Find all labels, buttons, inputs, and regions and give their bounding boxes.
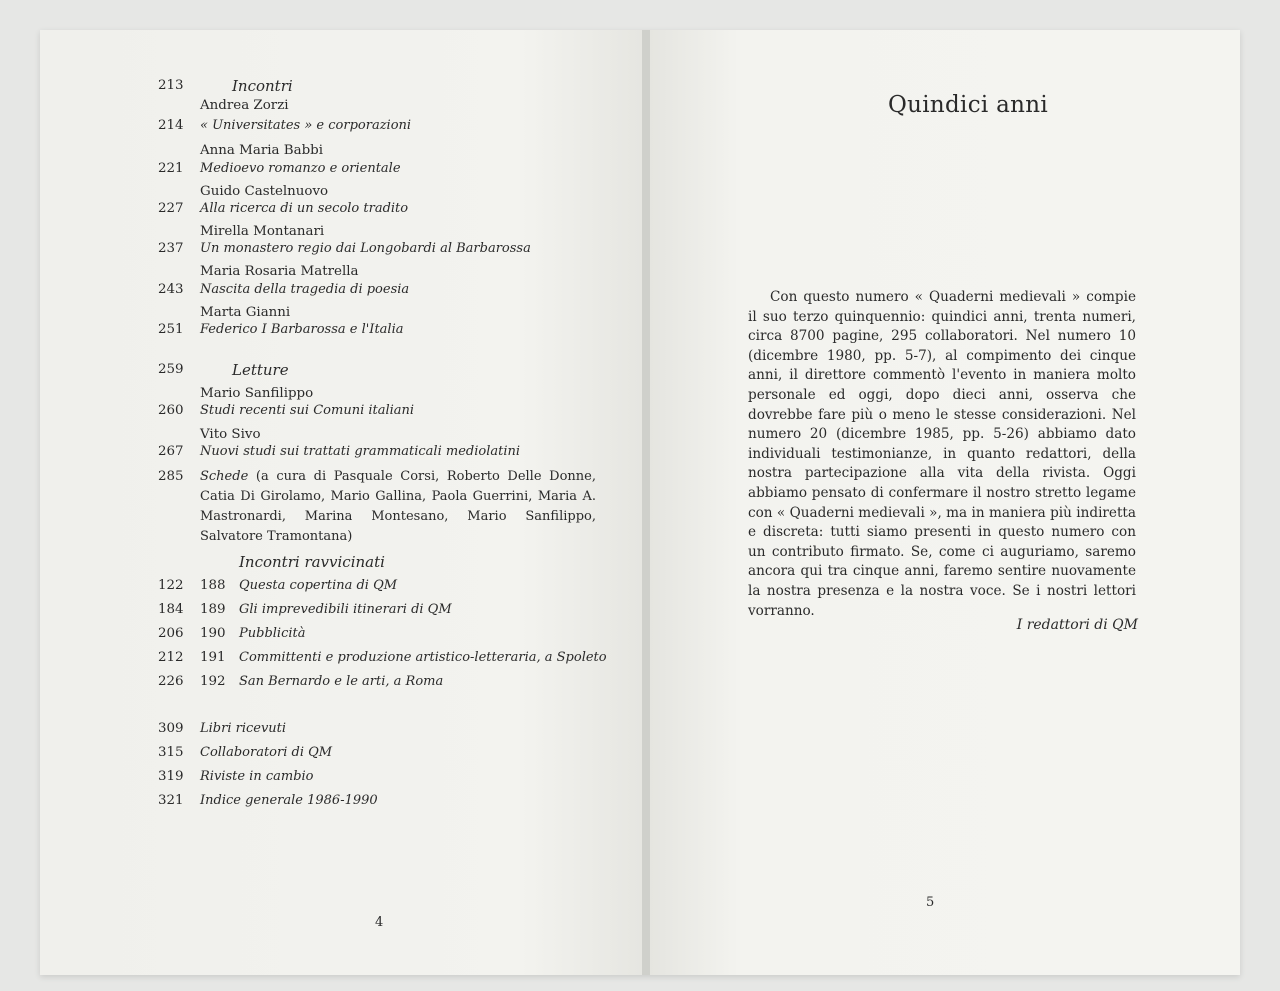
entry-title: Nuovi studi sui trattati grammaticali mediolatini (200, 444, 521, 459)
section-heading: Incontri ravvicinati (239, 553, 385, 571)
author-name: Mirella Montanari (200, 224, 325, 239)
page-number: 189 (200, 602, 226, 617)
page-title: Quindici anni (888, 92, 1049, 118)
entry-title: Alla ricerca di un secolo tradito (200, 201, 409, 216)
entry-title: « Universitates » e corporazioni (200, 118, 412, 133)
signature: I redattori di QM (1016, 617, 1138, 633)
page-number: 237 (158, 241, 184, 256)
ref-number: 226 (158, 674, 184, 689)
entry-title: San Bernardo e le arti, a Roma (239, 674, 444, 689)
editorial-text: Con questo numero « Quaderni medievali » compie il suo terzo quinquennio: quindici anni, trenta numeri, circa 8700 pagine, 295 collaboratori. Nel numero 10 (dicembre 1980, pp. 5-7), al compimento dei cinque anni, il direttore commentò l'evento in maniera molto personale ed oggi, dopo dieci anni, osserva che dovrebbe fare più o meno le stesse considerazioni. Nel numero 20 (dicembre 1985, pp. 5-26) abbiamo dato individuali testimonianze, in quanto redattori, della nostra partecipazione alla vita della rivista. Oggi abbiamo pensato di confermare il nostro stretto legame con « Quaderni medievali », ma in maniera più indiretta e discreta: tutti siamo presenti in questo numero con un contributo firmato. Se, come ci auguriamo, saremo ancora qui tra cinque anni, faremo sentire nuovamente la nostra presenza e la nostra voce. Se i nostri lettori vorranno. (748, 289, 1136, 619)
author-name: Marta Gianni (200, 305, 291, 320)
open-book (40, 30, 1240, 975)
author-name: Maria Rosaria Matrella (200, 264, 359, 279)
page-number: 191 (200, 650, 226, 665)
entry-title: Gli imprevedibili itinerari di QM (239, 602, 452, 617)
schede-entry (200, 467, 596, 547)
table-of-contents (40, 30, 642, 975)
ref-number: 212 (158, 650, 184, 665)
ref-number: 122 (158, 578, 184, 593)
page-number: 214 (158, 118, 184, 133)
author-name: Andrea Zorzi (200, 98, 289, 113)
page-number: 285 (158, 469, 184, 484)
page-number: 259 (158, 362, 184, 377)
entry-title: Libri ricevuti (200, 721, 287, 736)
page-number: 243 (158, 282, 184, 297)
page-number: 315 (158, 745, 184, 760)
entry-title: Un monastero regio dai Longobardi al Barbarossa (200, 241, 531, 256)
left-page (40, 30, 642, 975)
section-heading: Letture (232, 361, 289, 379)
page-folio: 4 (375, 915, 384, 930)
page-folio: 5 (926, 895, 935, 910)
page-number: 188 (200, 578, 226, 593)
page-number: 213 (158, 78, 184, 93)
author-name: Vito Sivo (200, 427, 261, 442)
entry-title: Studi recenti sui Comuni italiani (200, 403, 415, 418)
section-heading: Incontri (232, 77, 293, 95)
page-number: 267 (158, 444, 184, 459)
page-number: 190 (200, 626, 226, 641)
entry-title: Indice generale 1986-1990 (200, 793, 378, 808)
schede-text: (a cura di Pasquale Corsi, Roberto Delle Donne, Catia Di Girolamo, Mario Gallina, Paola Guerrini, Maria A. Mastronardi, Marina Montesano, Mario Sanfilippo, Salvatore Tramontana) (200, 469, 596, 544)
ref-number: 184 (158, 602, 184, 617)
page-number: 260 (158, 403, 184, 418)
schede-label: Schede (200, 469, 249, 484)
page-number: 192 (200, 674, 226, 689)
entry-title: Riviste in cambio (200, 769, 314, 784)
book-gutter (642, 30, 650, 975)
entry-title: Questa copertina di QM (239, 578, 398, 593)
page-number: 221 (158, 161, 184, 176)
entry-title: Medioevo romanzo e orientale (200, 161, 401, 176)
author-name: Mario Sanfilippo (200, 386, 314, 401)
entry-title: Nascita della tragedia di poesia (200, 282, 410, 297)
entry-title: Federico I Barbarossa e l'Italia (200, 322, 404, 337)
page-number: 319 (158, 769, 184, 784)
page-number: 321 (158, 793, 184, 808)
author-name: Anna Maria Babbi (200, 143, 324, 158)
author-name: Guido Castelnuovo (200, 184, 329, 199)
entry-title: Pubblicità (239, 626, 306, 641)
right-page (650, 30, 1240, 975)
page-number: 309 (158, 721, 184, 736)
page-number: 227 (158, 201, 184, 216)
entry-title: Committenti e produzione artistico-letteraria, a Spoleto (239, 650, 607, 665)
ref-number: 206 (158, 626, 184, 641)
entry-title: Collaboratori di QM (200, 745, 333, 760)
page-number: 251 (158, 322, 184, 337)
